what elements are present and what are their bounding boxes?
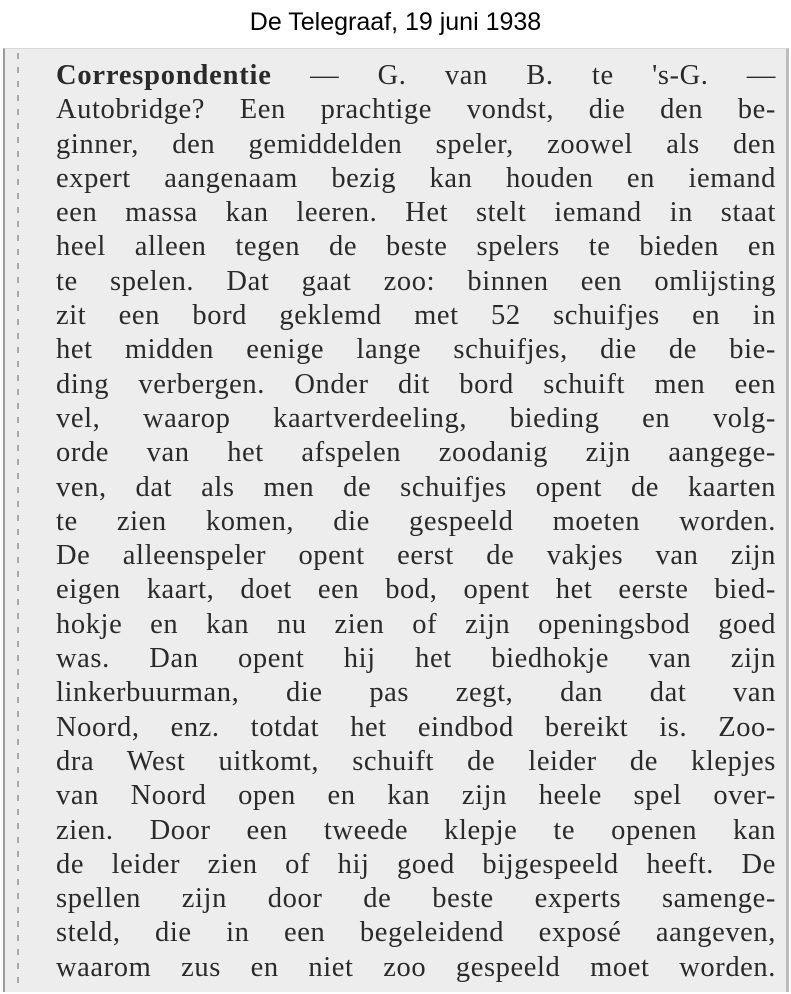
newspaper-clipping [3,48,789,992]
fold-mark [17,53,19,983]
article-line: eigen kaart, doet een bod, opent het eerste bied- [56,574,776,606]
article-line: een massa kan leeren. Het stelt iemand in staat [56,197,776,229]
article-line: orde van het afspelen zoodanig zijn aangege- [56,437,776,469]
article-line: de leider zien of hij goed bijgespeeld heeft. De [56,848,776,880]
article-line: ding verbergen. Onder dit bord schuift men een [56,368,776,400]
article-line: dra West uitkomt, schuift de leider de klepjes [56,745,776,777]
article-line: zien. Door een tweede klepje te openen kan [56,814,776,846]
article-body [56,59,776,985]
article-line: was. Dan opent hij het biedhokje van zijn [56,643,776,675]
article-line: hokje en kan nu zien of zijn openingsbod goed [56,608,776,640]
article-line: het midden eenige lange schuifjes, die de bie- [56,334,776,366]
article-line: linkerbuurman, die pas zegt, dan dat van [56,677,776,709]
article-line: vel, waarop kaartverdeeling, bieding en volg- [56,402,776,434]
article-line: Noord, enz. totdat het eindbod bereikt is. Zoo- [56,711,776,743]
article-line-1 [56,59,776,93]
article-line: te spelen. Dat gaat zoo: binnen een omlijsting [56,265,776,297]
article-line: steld, die in een begeleidend exposé aangeven, [56,917,776,949]
article-line: waarom zus en niet zoo gespeeld moet worden. [56,951,776,983]
article-line: heel alleen tegen de beste spelers te bieden en [56,231,776,263]
article-line: ginner, den gemiddelden speler, zoowel als den [56,128,776,160]
article-line: te zien komen, die gespeeld moeten worden. [56,505,776,537]
article-line: spellen zijn door de beste experts samenge- [56,883,776,915]
article-line: ven, dat als men de schuifjes opent de kaarten [56,471,776,503]
article-line: Autobridge? Een prachtige vondst, die den be- [56,94,776,126]
article-heading: Correspondentie [56,60,272,91]
article-line: De alleenspeler opent eerst de vakjes van zijn [56,540,776,572]
article-line: expert aangenaam bezig kan houden en iemand [56,162,776,194]
clipping-caption: De Telegraaf, 19 juni 1938 [249,7,542,36]
article-line: van Noord open en kan zijn heele spel over- [56,780,776,812]
article-line: zit een bord geklemd met 52 schuifjes en in [56,300,776,332]
article-addressee: — G. van B. te 's-G. — [310,60,776,91]
